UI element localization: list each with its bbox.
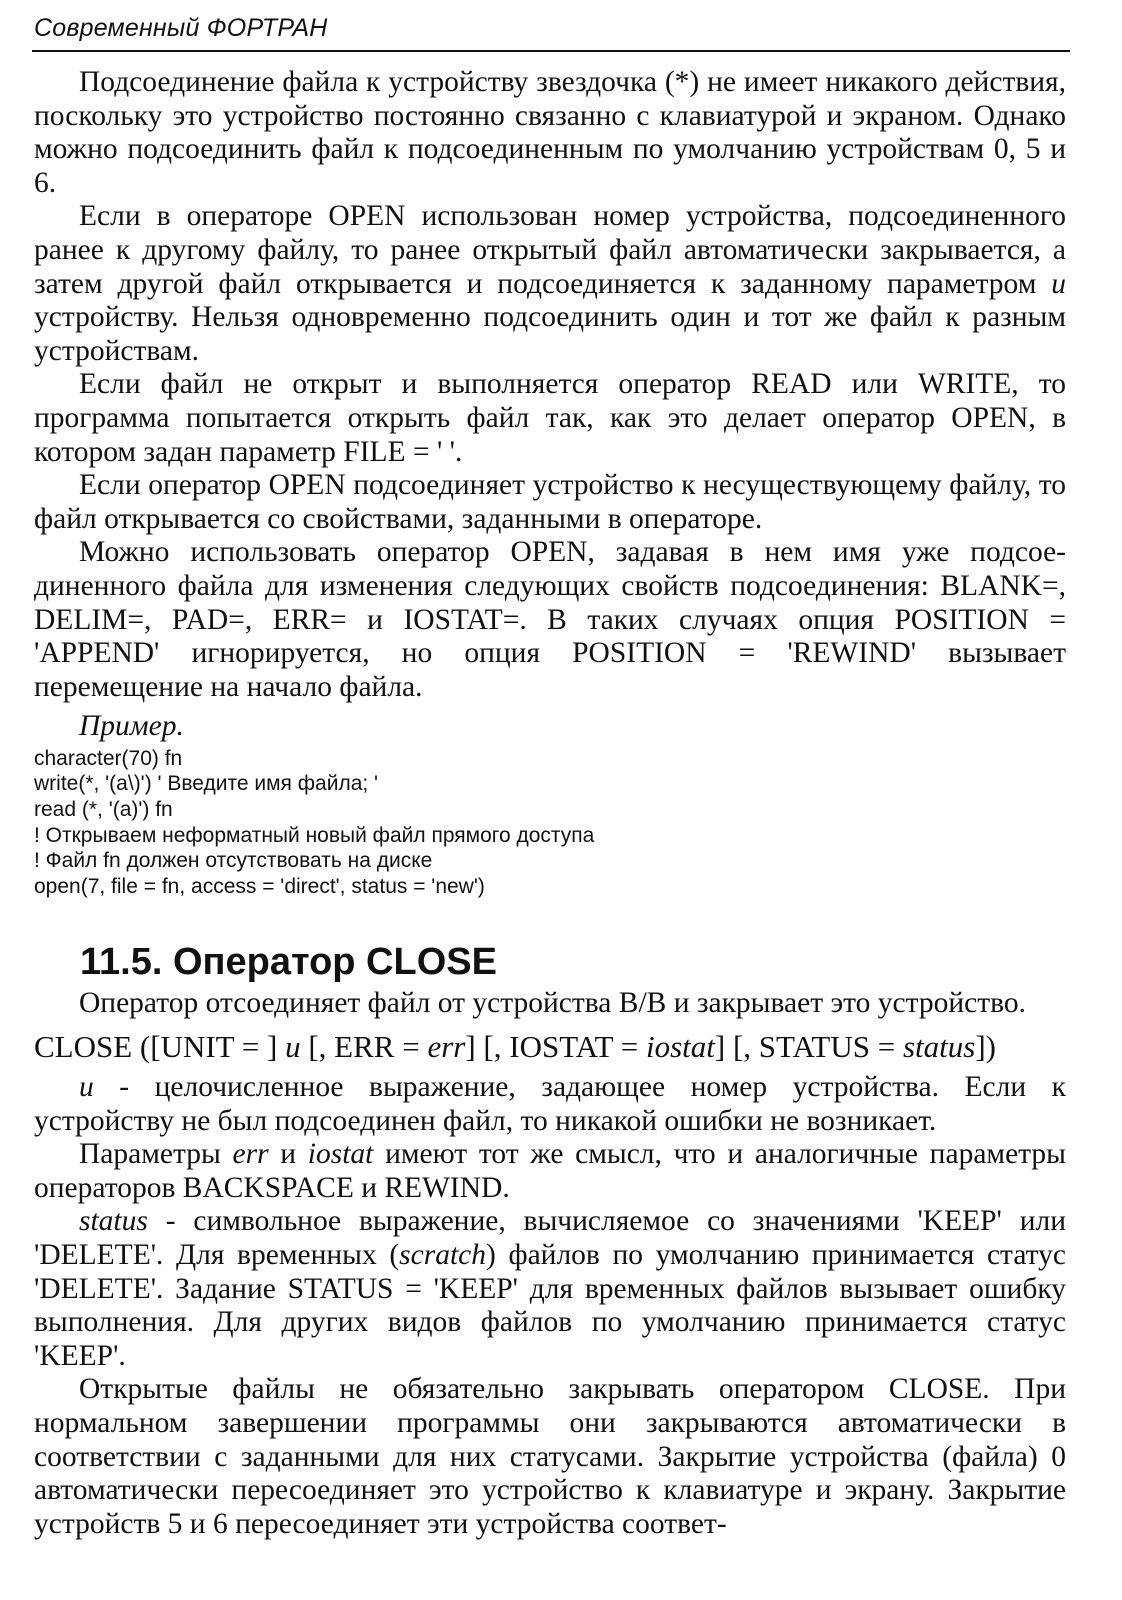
paragraph-nonexistent-file: Если оператор OPEN подсоединяет устройство к несуществующему файлу, то файл открывается со свойствами, заданными в операторе. — [34, 469, 1066, 535]
running-head: Современный ФОРТРАН — [34, 14, 328, 42]
code-line: read (*, '(a)') fn — [34, 798, 173, 822]
syntax-part: [, ERR = — [300, 1029, 428, 1065]
paragraph-change-properties: Можно использовать оператор OPEN, задавая в нем имя уже подсоединенного файла для изменения следующих свойств подсоединения: BLANK=, DELIM=, PAD=, ERR= и IOSTAT=. В таких случаях опция POSITION = 'APPEND' игнорируется, но опция POSITION = 'REWIND' вызывает перемещение на начало файла. — [34, 536, 1066, 703]
paragraph-open-reconnect-tail: устройству. Нельзя одновременно подсоединить один и тот же файл к разным устройствам. — [34, 301, 1066, 367]
section-intro: Оператор отсоединяет файл от устройства В/В и закрывает это устройство. — [79, 987, 1027, 1020]
syntax-part: ]) — [975, 1029, 996, 1065]
paragraph-open-reconnect-head: Если в операторе OPEN использован номер устройства, подсоединенного ранее к другому файлу, то ранее открытый файл автоматически закрывается, а затем другой файл открывается и подсоединяется к заданному параметром — [34, 200, 1066, 300]
text-fragment: и — [268, 1138, 308, 1171]
code-line: ! Открываем неформатный новый файл прямого доступа — [34, 823, 595, 847]
syntax-var-u: u — [285, 1029, 301, 1065]
example-label: Пример. — [79, 710, 184, 743]
code-line: write(*, '(a\)') ' Введите имя файла; ' — [34, 772, 379, 796]
text-fragment: имеют тот же смысл, что и аналогичные параметры операторов BACKSPACE и REWIND. — [34, 1138, 1066, 1204]
close-syntax — [34, 1029, 1066, 1065]
syntax-var-status: status — [902, 1029, 976, 1065]
syntax-part: ] [, STATUS = — [714, 1029, 903, 1065]
paragraph-err-iostat — [34, 1138, 1066, 1205]
paragraph-open-reconnect — [34, 200, 1066, 368]
code-line: ! Файл fn должен отсутствовать на диске — [34, 849, 433, 873]
code-line: open(7, file = fn, access = 'direct', status = 'new') — [34, 874, 485, 898]
paragraph-status-description — [34, 1205, 1066, 1373]
unit-variable: u — [1051, 267, 1066, 300]
paragraph-u-description — [34, 1071, 1066, 1138]
paragraph-asterisk-device: Подсоединение файла к устройству звездочка (*) не имеет никакого действия, поскольку это устройство постоянно связанно с клавиатурой и экраном. Однако можно подсоединить файл к подсоединенным по умолчанию устройствам 0, 5 и 6. — [34, 66, 1066, 199]
text-fragment: - символьное выражение, вычисляемое со значениями 'KEEP' или 'DELETE'. Для временных ( — [34, 1205, 1066, 1271]
code-line: character(70) fn — [34, 746, 183, 770]
paragraph-closing: Открытые файлы не обязательно закрывать оператором CLOSE. При нормальном завершении программы они закрываются автоматически в соответствии с заданными для них статусами. Закрытие устройства (файла) 0 автоматически пересоединяет это устройство к клавиатуре и экрану. Закрытие устройств 5 и 6 пересоединяет эти устройства соответ- — [34, 1373, 1066, 1540]
syntax-var-iostat: iostat — [645, 1029, 715, 1065]
header-rule — [32, 50, 1070, 52]
syntax-part: ] [, IOSTAT = — [465, 1029, 646, 1065]
text-fragment: ) файлов по умолчанию принимается статус 'DELETE'. Задание STATUS = 'KEEP' для временных файлов вызывает ошибку выполнения. Для других видов файлов по умолчанию принимается статус 'KEEP'. — [34, 1239, 1066, 1372]
syntax-var-err: err — [427, 1029, 466, 1065]
section-heading: 11.5. Оператор CLOSE — [80, 941, 497, 984]
term-scratch: scratch — [399, 1239, 487, 1271]
text-fragment: Параметры — [79, 1138, 233, 1171]
param-status: status — [79, 1205, 148, 1238]
param-iostat: iostat — [307, 1138, 374, 1171]
paragraph-read-write-auto-open: Если файл не открыт и выполняется оператор READ или WRITE, то программа попытается открыть файл так, как это делает оператор OPEN, в котором задан параметр FILE = ' '. — [34, 368, 1066, 468]
syntax-part: CLOSE ([UNIT = ] — [34, 1029, 286, 1065]
param-err: err — [232, 1138, 269, 1171]
param-u: u — [79, 1071, 94, 1104]
code-example — [34, 746, 1066, 900]
param-u-text: - целочисленное выражение, задающее номер устройства. Если к устройству не был подсоединен файл, то никакой ошибки не возникает. — [34, 1071, 1066, 1137]
page-content — [34, 66, 1066, 1541]
